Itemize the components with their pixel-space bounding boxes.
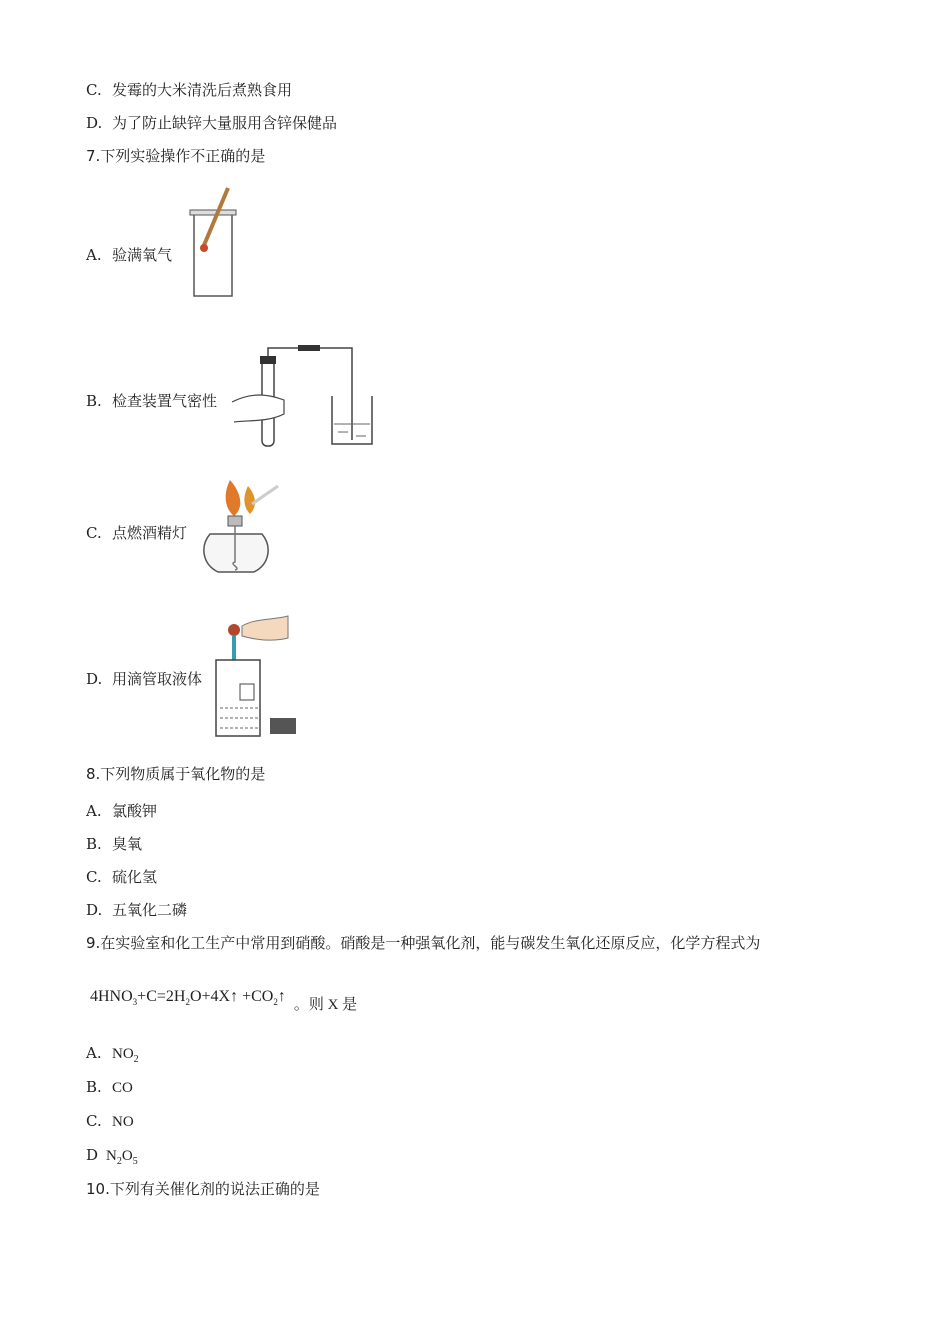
option-letter: C. <box>86 524 102 542</box>
q7-option-d <box>86 669 202 689</box>
q8-option-d <box>86 900 187 920</box>
option-text: 发霉的大米清洗后煮熟食用 <box>112 81 293 99</box>
option-formula: CO <box>112 1080 133 1096</box>
option-letter: D. <box>86 114 103 132</box>
q9-option-b <box>86 1077 133 1104</box>
option-text: 点燃酒精灯 <box>112 524 188 542</box>
q8-option-c <box>86 867 157 887</box>
q9-option-a <box>86 1043 139 1070</box>
q7-option-b <box>86 391 217 411</box>
option-formula: $N_2O_5$ <box>106 1148 138 1167</box>
option-text: 五氧化二磷 <box>112 901 188 919</box>
chemical-equation: $4HNO_3+C=2H_2O+4X↑$ $+CO_2↑$ 。则 X 是 <box>90 988 358 1013</box>
option-formula: NO <box>112 1114 134 1130</box>
option-text: 氯酸钾 <box>112 802 158 820</box>
option-letter: A. <box>86 802 102 820</box>
option-letter: C. <box>86 1112 102 1130</box>
option-letter: D <box>86 1146 99 1164</box>
option-text: 检查装置气密性 <box>112 392 218 410</box>
option-text: 为了防止缺锌大量服用含锌保健品 <box>112 114 338 132</box>
q6-option-d <box>86 113 337 133</box>
q9-stem: 9.在实验室和化工生产中常用到硝酸。硝酸是一种强氧化剂，能与碳发生氧化还原反应，化学方程式为 <box>86 934 761 952</box>
equation-tail: 。则 X 是 <box>293 997 358 1013</box>
q7-option-c <box>86 523 187 543</box>
option-letter: B. <box>86 835 102 853</box>
option-text: 臭氧 <box>112 835 143 853</box>
option-letter: C. <box>86 868 102 886</box>
q7-option-a <box>86 245 172 265</box>
q8-option-b <box>86 834 142 854</box>
q9-option-c <box>86 1111 134 1138</box>
option-letter: A. <box>86 246 102 264</box>
q7-stem: 7.下列实验操作不正确的是 <box>86 147 266 165</box>
q8-option-a <box>86 801 157 821</box>
option-letter: D. <box>86 670 103 688</box>
option-letter: B. <box>86 1078 102 1096</box>
option-letter: D. <box>86 901 103 919</box>
dropper-figure <box>212 612 302 742</box>
q6-option-c <box>86 80 292 100</box>
option-text: 硫化氢 <box>112 868 158 886</box>
airtightness-figure <box>228 340 378 452</box>
q9-option-d <box>86 1145 138 1172</box>
option-text: 验满氧气 <box>112 246 173 264</box>
oxygen-check-figure <box>186 186 242 302</box>
option-formula: $NO_2$ <box>112 1046 139 1065</box>
q10-stem: 10.下列有关催化剂的说法正确的是 <box>86 1180 320 1198</box>
option-letter: A. <box>86 1044 102 1062</box>
q8-stem: 8.下列物质属于氧化物的是 <box>86 765 266 783</box>
option-text: 用滴管取液体 <box>112 670 203 688</box>
option-letter: B. <box>86 392 102 410</box>
option-letter: C. <box>86 81 102 99</box>
alcohol-lamp-figure <box>196 476 280 580</box>
